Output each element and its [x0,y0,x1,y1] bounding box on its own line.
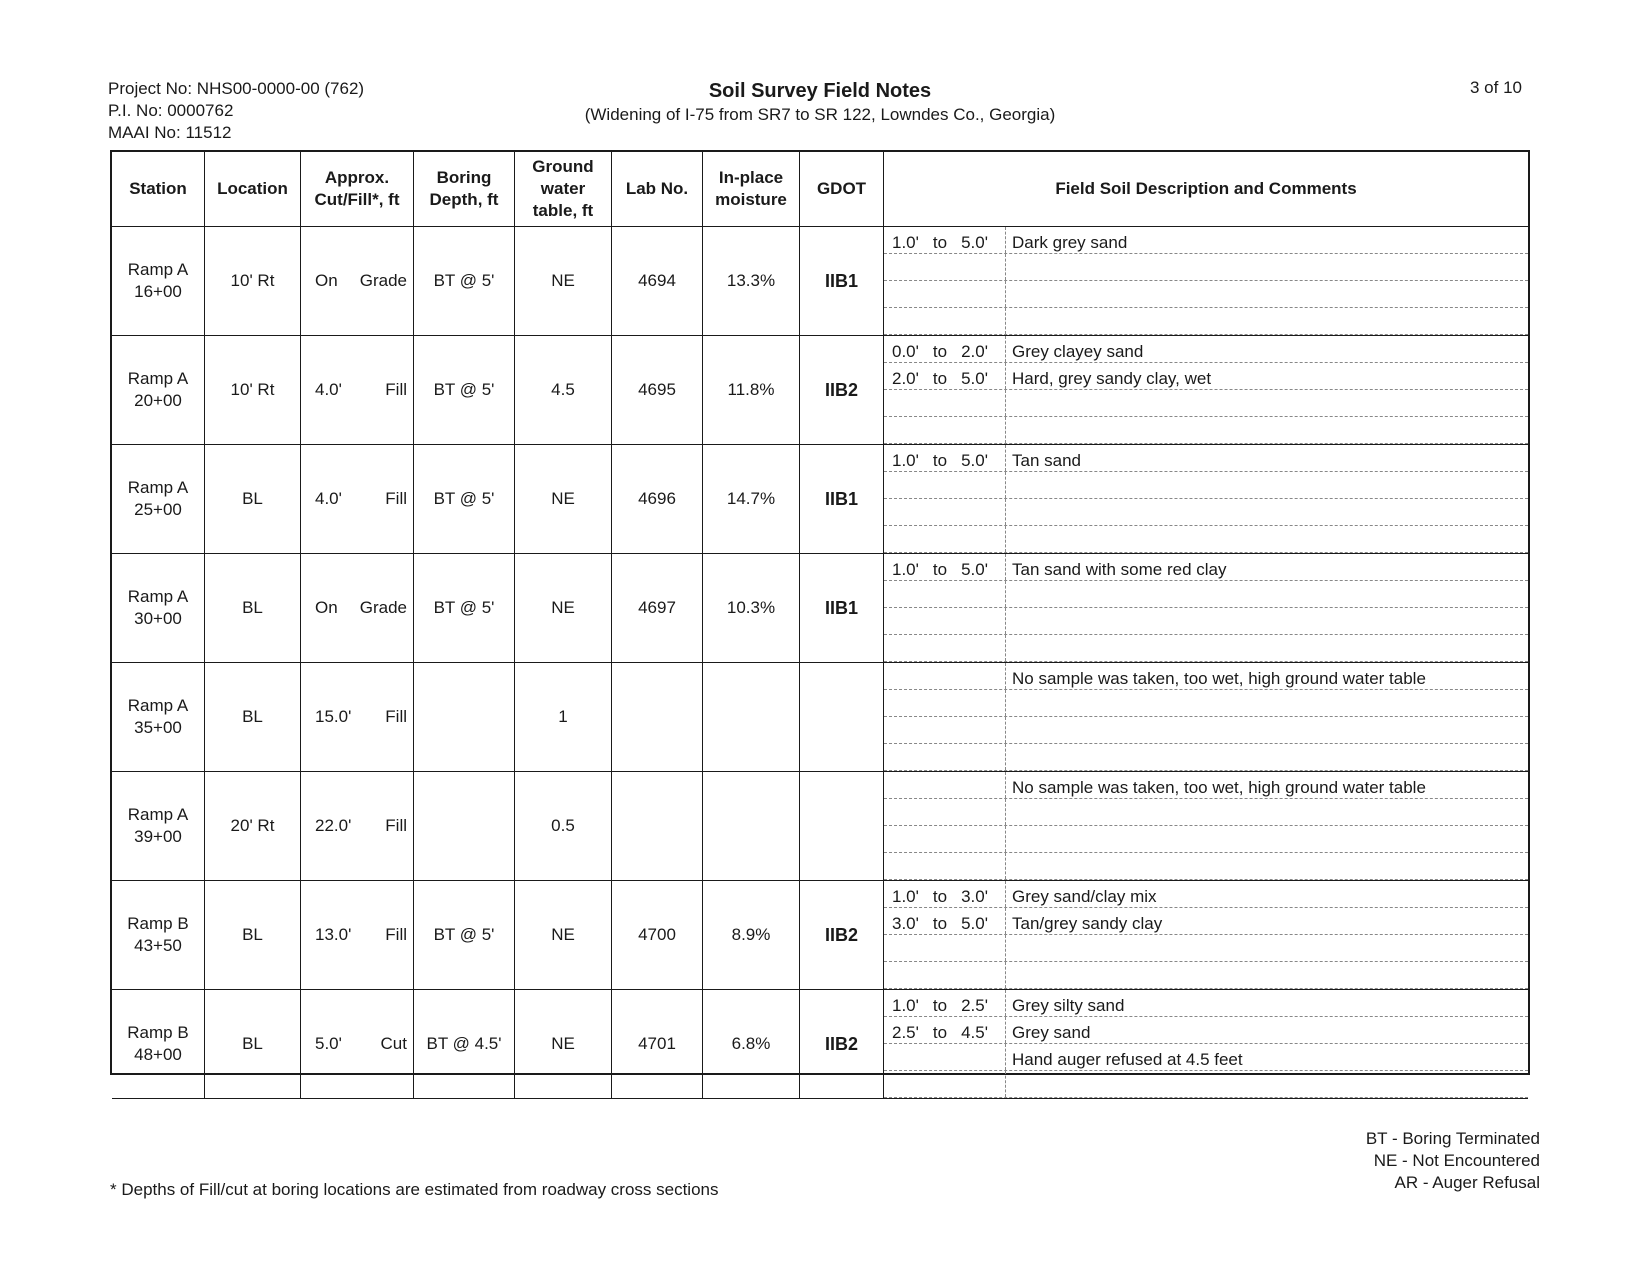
boring-depth-cell [414,772,515,881]
depth-to-word: to [932,1023,948,1042]
soil-description: Grey sand/clay mix [1012,887,1157,906]
description-line [884,308,1528,335]
cut-fill-cell [301,772,414,881]
lab-no-cell: 4700 [612,881,703,990]
station-number: 16+00 [134,282,182,301]
description-line [884,472,1528,499]
station-cell [112,663,205,772]
depth-to: 5.0' [961,369,988,388]
soil-description: Hand auger refused at 4.5 feet [1012,1050,1243,1069]
col-header-boring-depth [414,152,515,227]
maai-number: MAAI No: 11512 [108,123,232,142]
description-line [884,526,1528,553]
cut-fill-cell [301,554,414,663]
ground-water-cell: NE [515,445,612,554]
depth-to: 2.0' [961,342,988,361]
moisture-cell: 10.3% [703,554,800,663]
location-cell: 20' Rt [205,772,301,881]
col-header-cut-fill-line1: Approx. [324,168,390,187]
lab-no-cell [612,772,703,881]
cut-fill-type: Fill [385,380,407,399]
location-cell: 10' Rt [205,336,301,445]
depth-range [884,853,1006,879]
cut-fill-value: 4.0' [315,489,342,508]
description-line [884,445,1528,472]
station-name: Ramp A [127,805,189,824]
boring-depth-cell [414,663,515,772]
soil-description: Grey clayey sand [1012,342,1144,361]
description-line [884,962,1528,989]
lab-no-cell: 4697 [612,554,703,663]
lab-no-cell: 4701 [612,990,703,1099]
station-cell [112,445,205,554]
ground-water-cell: 1 [515,663,612,772]
gdot-class-cell: IIB1 [800,554,884,663]
depth-range [884,1044,1006,1070]
location-cell: BL [205,663,301,772]
depth-from: 0.0' [892,342,919,361]
description-line [884,1017,1528,1044]
depth-range [884,1071,1006,1097]
location-cell: BL [205,445,301,554]
ground-water-cell: 4.5 [515,336,612,445]
boring-depth-cell: BT @ 5' [414,881,515,990]
moisture-cell: 14.7% [703,445,800,554]
depth-range [884,990,1006,1016]
depth-range [884,499,1006,525]
col-header-cut-fill-line2: Cut/Fill*, ft [314,190,400,209]
cut-fill-value: On [315,598,338,617]
depth-from: 2.5' [892,1023,919,1042]
description-line [884,363,1528,390]
depth-to-word: to [932,451,948,470]
document-subtitle: (Widening of I-75 from SR7 to SR 122, Lowndes Co., Georgia) [584,105,1056,124]
moisture-cell: 13.3% [703,227,800,336]
depth-range [884,935,1006,961]
description-line [884,690,1528,717]
depth-range [884,336,1006,362]
description-line [884,1071,1528,1098]
gdot-class-cell: IIB2 [800,336,884,445]
station-name: Ramp A [127,696,189,715]
description-line [884,881,1528,908]
lab-no-cell: 4695 [612,336,703,445]
depth-range [884,1017,1006,1043]
col-header-gw-line2: water [540,179,586,198]
description-line [884,826,1528,853]
depth-from: 1.0' [892,451,919,470]
description-line [884,254,1528,281]
col-header-moisture-line2: moisture [715,190,787,209]
station-cell [112,772,205,881]
depth-to: 2.5' [961,996,988,1015]
description-cell [884,227,1528,336]
depth-range [884,254,1006,280]
depth-to-word: to [932,887,948,906]
depth-range [884,581,1006,607]
col-header-gw-line3: table, ft [532,201,594,220]
col-header-description [884,152,1528,227]
cut-fill-value: 5.0' [315,1034,342,1053]
station-name: Ramp B [127,914,189,933]
depth-to: 5.0' [961,560,988,579]
soil-description: Dark grey sand [1012,233,1128,252]
description-line [884,608,1528,635]
depth-range [884,308,1006,334]
lab-no-cell [612,663,703,772]
station-number: 43+50 [134,936,182,955]
cut-fill-value: 4.0' [315,380,342,399]
depth-from: 1.0' [892,887,919,906]
col-header-moisture-line1: In-place [718,168,784,187]
col-header-boring-line1: Boring [436,168,492,187]
legend-item: AR - Auger Refusal [1394,1173,1540,1192]
depth-to-word: to [932,369,948,388]
depth-to-word: to [932,914,948,933]
depth-range [884,227,1006,253]
depth-range [884,417,1006,443]
location-cell: BL [205,554,301,663]
legend-item: NE - Not Encountered [1373,1151,1540,1170]
description-line [884,581,1528,608]
abbreviation-legend [1366,1128,1540,1194]
cut-fill-type: Grade [359,598,407,617]
moisture-cell: 6.8% [703,990,800,1099]
col-header-lab-label: Lab No. [625,179,689,198]
ground-water-cell: NE [515,554,612,663]
description-line [884,554,1528,581]
gdot-class-cell [800,772,884,881]
col-header-gdot [800,152,884,227]
station-number: 25+00 [134,500,182,519]
depth-to-word: to [932,342,948,361]
station-number: 20+00 [134,391,182,410]
description-line [884,663,1528,690]
depth-to: 5.0' [961,233,988,252]
station-name: Ramp A [127,478,189,497]
cut-fill-type: Fill [385,489,407,508]
depth-from: 3.0' [892,914,919,933]
depth-range [884,962,1006,988]
page-number: 3 of 10 [1470,78,1522,97]
boring-depth-cell: BT @ 5' [414,445,515,554]
cut-fill-value: 22.0' [315,816,352,835]
depth-range [884,554,1006,580]
station-cell [112,336,205,445]
soil-description: Tan sand [1012,451,1081,470]
ground-water-cell: NE [515,881,612,990]
location-cell: 10' Rt [205,227,301,336]
depth-from: 1.0' [892,996,919,1015]
depth-range [884,690,1006,716]
cut-fill-value: On [315,271,338,290]
cut-fill-cell [301,990,414,1099]
col-header-location-label: Location [217,179,288,198]
gdot-class-cell: IIB1 [800,445,884,554]
depth-range [884,663,1006,689]
soil-description: Grey silty sand [1012,996,1125,1015]
soil-description: Grey sand [1012,1023,1091,1042]
description-line [884,908,1528,935]
ground-water-cell: 0.5 [515,772,612,881]
gdot-class-cell: IIB2 [800,881,884,990]
depth-range [884,744,1006,770]
ground-water-cell: NE [515,227,612,336]
description-line [884,635,1528,662]
description-cell [884,663,1528,772]
col-header-gw-line1: Ground [532,157,594,176]
description-line [884,935,1528,962]
cut-fill-type: Cut [380,1034,407,1053]
col-header-station [112,152,205,227]
col-header-cut-fill [301,152,414,227]
depth-range [884,472,1006,498]
depth-from: 1.0' [892,233,919,252]
description-line [884,799,1528,826]
station-name: Ramp A [127,369,189,388]
depth-to: 5.0' [961,451,988,470]
depth-range [884,526,1006,552]
depth-range [884,717,1006,743]
lab-no-cell: 4696 [612,445,703,554]
cut-fill-cell [301,227,414,336]
station-cell [112,990,205,1099]
station-cell [112,227,205,336]
depth-to-word: to [932,560,948,579]
depth-to: 5.0' [961,914,988,933]
depth-to: 4.5' [961,1023,988,1042]
cut-fill-type: Fill [385,816,407,835]
description-cell [884,554,1528,663]
col-header-boring-line2: Depth, ft [429,190,499,209]
station-name: Ramp A [127,260,189,279]
station-name: Ramp A [127,587,189,606]
depth-range [884,363,1006,389]
description-cell [884,336,1528,445]
description-line [884,390,1528,417]
cut-fill-cell [301,663,414,772]
project-number: Project No: NHS00-0000-00 (762) [108,79,365,98]
station-number: 35+00 [134,718,182,737]
document-title: Soil Survey Field Notes [708,80,932,102]
document-heading [520,78,1120,126]
pi-number: P.I. No: 0000762 [108,101,234,120]
station-cell [112,554,205,663]
depth-from: 2.0' [892,369,919,388]
description-line [884,281,1528,308]
description-line [884,336,1528,363]
col-header-gdot-label: GDOT [816,179,867,198]
description-cell [884,990,1528,1099]
col-header-description-label: Field Soil Description and Comments [1055,179,1357,198]
station-number: 39+00 [134,827,182,846]
description-line [884,227,1528,254]
moisture-cell [703,663,800,772]
cut-fill-cell [301,445,414,554]
boring-depth-cell: BT @ 5' [414,336,515,445]
ground-water-cell: NE [515,990,612,1099]
depth-range [884,445,1006,471]
cut-fill-value: 15.0' [315,707,352,726]
depth-range [884,881,1006,907]
boring-depth-cell: BT @ 5' [414,554,515,663]
description-line [884,417,1528,444]
soil-description: No sample was taken, too wet, high ground water table [1012,778,1426,797]
cut-fill-cell [301,881,414,990]
depth-range [884,908,1006,934]
depth-range [884,826,1006,852]
station-number: 30+00 [134,609,182,628]
gdot-class-cell [800,663,884,772]
col-header-station-label: Station [129,179,187,198]
depth-to-word: to [932,233,948,252]
cut-fill-cell [301,336,414,445]
description-line [884,717,1528,744]
depth-range [884,608,1006,634]
col-header-location [205,152,301,227]
gdot-class-cell: IIB1 [800,227,884,336]
col-header-ground-water [515,152,612,227]
depth-to-word: to [932,996,948,1015]
description-line [884,499,1528,526]
soil-survey-table [110,150,1530,1075]
footnote: * Depths of Fill/cut at boring locations are estimated from roadway cross sections [110,1180,719,1199]
station-number: 48+00 [134,1045,182,1064]
depth-range [884,281,1006,307]
gdot-class-cell: IIB2 [800,990,884,1099]
station-cell [112,881,205,990]
station-name: Ramp B [127,1023,189,1042]
boring-depth-cell: BT @ 4.5' [414,990,515,1099]
depth-range [884,772,1006,798]
lab-no-cell: 4694 [612,227,703,336]
col-header-lab-no [612,152,703,227]
cut-fill-type: Grade [359,271,407,290]
legend-item: BT - Boring Terminated [1365,1129,1540,1148]
soil-description: Tan/grey sandy clay [1012,914,1163,933]
cut-fill-type: Fill [385,925,407,944]
description-line [884,853,1528,880]
moisture-cell [703,772,800,881]
description-line [884,990,1528,1017]
soil-description: No sample was taken, too wet, high ground water table [1012,669,1426,688]
depth-to: 3.0' [961,887,988,906]
depth-from: 1.0' [892,560,919,579]
col-header-moisture [703,152,800,227]
cut-fill-type: Fill [385,707,407,726]
description-cell [884,772,1528,881]
boring-depth-cell: BT @ 5' [414,227,515,336]
soil-description: Hard, grey sandy clay, wet [1012,369,1212,388]
soil-description: Tan sand with some red clay [1012,560,1227,579]
description-cell [884,881,1528,990]
description-cell [884,445,1528,554]
moisture-cell: 11.8% [703,336,800,445]
location-cell: BL [205,990,301,1099]
description-line [884,744,1528,771]
depth-range [884,635,1006,661]
description-line [884,1044,1528,1071]
depth-range [884,799,1006,825]
cut-fill-value: 13.0' [315,925,352,944]
project-info [108,78,364,144]
moisture-cell: 8.9% [703,881,800,990]
depth-range [884,390,1006,416]
location-cell: BL [205,881,301,990]
description-line [884,772,1528,799]
